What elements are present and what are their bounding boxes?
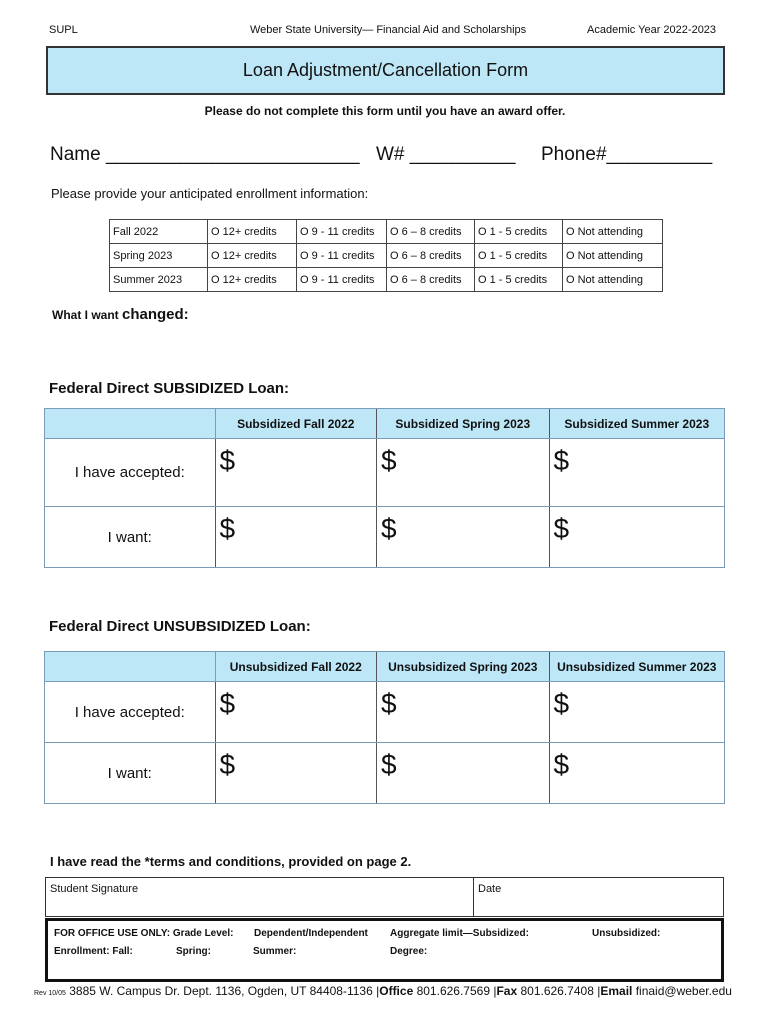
term-label: Spring 2023 bbox=[110, 244, 208, 268]
office-degree: Degree: bbox=[390, 946, 428, 957]
dollar-sign: $ bbox=[553, 513, 570, 544]
signature-box bbox=[45, 877, 724, 917]
office-grade-level: FOR OFFICE USE ONLY: Grade Level: bbox=[54, 928, 234, 939]
table-row bbox=[45, 439, 724, 507]
dollar-sign: $ bbox=[553, 688, 570, 719]
col-header: Subsidized Fall 2022 bbox=[216, 409, 378, 438]
option-not-attending[interactable]: O Not attending bbox=[563, 268, 663, 292]
option-not-attending[interactable]: O Not attending bbox=[563, 220, 663, 244]
term-label: Summer 2023 bbox=[110, 268, 208, 292]
footer-contact bbox=[34, 984, 732, 998]
unsub-accepted-fall-input[interactable] bbox=[216, 682, 378, 742]
office-label: Office bbox=[379, 984, 414, 998]
email-address[interactable]: finaid@weber.edu bbox=[632, 984, 732, 998]
office-aggregate: Aggregate limit—Subsidized: bbox=[390, 928, 529, 939]
date-label: Date bbox=[478, 883, 502, 895]
dollar-sign: $ bbox=[381, 445, 397, 476]
col-header: Unsubsidized Summer 2023 bbox=[557, 659, 717, 674]
row-label-accepted: I have accepted: bbox=[45, 682, 216, 742]
office-dependency: Dependent/Independent bbox=[254, 928, 368, 939]
footer-address: 3885 W. Campus Dr. Dept. 1136, Ogden, UT 84408-1136 | bbox=[65, 984, 380, 998]
office-spring: Spring: bbox=[176, 946, 211, 957]
dollar-sign: $ bbox=[381, 688, 397, 719]
dollar-sign: $ bbox=[219, 445, 236, 476]
award-notice: Please do not complete this form until you have an award offer. bbox=[204, 104, 566, 118]
unsubsidized-table bbox=[44, 651, 725, 804]
dollar-sign: $ bbox=[381, 749, 397, 780]
form-title: Loan Adjustment/Cancellation Form bbox=[46, 46, 725, 95]
col-header: Subsidized Summer 2023 bbox=[564, 416, 710, 431]
table-row bbox=[110, 244, 663, 268]
w-number-field[interactable]: W# __________ bbox=[376, 144, 516, 165]
changed-emphasis: changed: bbox=[122, 306, 189, 323]
header-academic-year: Academic Year 2022-2023 bbox=[587, 24, 717, 36]
table-row bbox=[110, 268, 663, 292]
terms-statement: I have read the *terms and conditions, provided on page 2. bbox=[50, 854, 412, 869]
row-label-want: I want: bbox=[45, 743, 216, 803]
col-header: Unsubsidized Spring 2023 bbox=[377, 652, 550, 681]
header-university: Weber State University— Financial Aid and Scholarships bbox=[250, 24, 527, 36]
sub-want-fall-input[interactable] bbox=[216, 507, 378, 567]
subsidized-table bbox=[44, 408, 725, 568]
student-signature-label: Student Signature bbox=[50, 883, 139, 895]
option-9-11[interactable]: O 9 - 11 credits bbox=[297, 244, 387, 268]
unsub-want-spring-input[interactable] bbox=[377, 743, 550, 803]
enrollment-label: Please provide your anticipated enrollment information: bbox=[51, 186, 369, 201]
table-row bbox=[45, 652, 724, 682]
office-use-box bbox=[45, 918, 724, 982]
changed-heading bbox=[52, 306, 189, 323]
dollar-sign: $ bbox=[219, 513, 236, 544]
phone-field[interactable]: Phone#__________ bbox=[541, 144, 713, 165]
header-blank bbox=[45, 409, 216, 438]
office-phone: 801.626.7569 | bbox=[413, 984, 497, 998]
table-row bbox=[45, 743, 724, 803]
office-summer: Summer: bbox=[253, 946, 297, 957]
name-field[interactable]: Name ________________________ bbox=[50, 144, 360, 165]
term-label: Fall 2022 bbox=[110, 220, 208, 244]
option-6-8[interactable]: O 6 – 8 credits bbox=[387, 220, 475, 244]
unsub-want-summer-input[interactable] bbox=[550, 743, 724, 803]
option-6-8[interactable]: O 6 – 8 credits bbox=[387, 244, 475, 268]
unsub-accepted-spring-input[interactable] bbox=[377, 682, 550, 742]
table-row bbox=[45, 409, 724, 439]
changed-prefix: What I want bbox=[52, 308, 122, 322]
option-6-8[interactable]: O 6 – 8 credits bbox=[387, 268, 475, 292]
revision-label: Rev 10/05 bbox=[34, 990, 66, 997]
sub-accepted-spring-input[interactable] bbox=[377, 439, 550, 506]
option-1-5[interactable]: O 1 - 5 credits bbox=[475, 244, 563, 268]
office-enrollment-fall: Enrollment: Fall: bbox=[54, 946, 133, 957]
option-12-plus[interactable]: O 12+ credits bbox=[208, 220, 297, 244]
option-9-11[interactable]: O 9 - 11 credits bbox=[297, 268, 387, 292]
row-label-accepted: I have accepted: bbox=[45, 439, 216, 506]
header-code: SUPL bbox=[49, 24, 78, 36]
option-1-5[interactable]: O 1 - 5 credits bbox=[475, 268, 563, 292]
col-header: Unsubsidized Fall 2022 bbox=[216, 652, 378, 681]
office-unsubsidized: Unsubsidized: bbox=[592, 928, 661, 939]
option-12-plus[interactable]: O 12+ credits bbox=[208, 244, 297, 268]
row-label-want: I want: bbox=[45, 507, 216, 567]
sub-want-spring-input[interactable] bbox=[377, 507, 550, 567]
enrollment-table bbox=[109, 219, 663, 292]
dollar-sign: $ bbox=[553, 749, 570, 780]
option-9-11[interactable]: O 9 - 11 credits bbox=[297, 220, 387, 244]
table-row bbox=[110, 220, 663, 244]
col-header: Subsidized Spring 2023 bbox=[377, 409, 550, 438]
option-1-5[interactable]: O 1 - 5 credits bbox=[475, 220, 563, 244]
sub-want-summer-input[interactable] bbox=[550, 507, 724, 567]
date-field[interactable] bbox=[474, 878, 723, 916]
dollar-sign: $ bbox=[219, 688, 236, 719]
unsubsidized-title: Federal Direct UNSUBSIDIZED Loan: bbox=[49, 618, 311, 635]
table-row bbox=[45, 682, 724, 743]
sub-accepted-fall-input[interactable] bbox=[216, 439, 378, 506]
dollar-sign: $ bbox=[219, 749, 236, 780]
dollar-sign: $ bbox=[381, 513, 397, 544]
sub-accepted-summer-input[interactable] bbox=[550, 439, 724, 506]
email-label: Email bbox=[600, 984, 633, 998]
dollar-sign: $ bbox=[553, 445, 570, 476]
fax-label: Fax bbox=[496, 984, 518, 998]
subsidized-title: Federal Direct SUBSIDIZED Loan: bbox=[49, 380, 290, 397]
option-12-plus[interactable]: O 12+ credits bbox=[208, 268, 297, 292]
fax-number: 801.626.7408 | bbox=[517, 984, 601, 998]
table-row bbox=[45, 507, 724, 567]
header-blank bbox=[45, 652, 216, 681]
student-signature-field[interactable] bbox=[46, 878, 474, 916]
option-not-attending[interactable]: O Not attending bbox=[563, 244, 663, 268]
unsub-accepted-summer-input[interactable] bbox=[550, 682, 724, 742]
unsub-want-fall-input[interactable] bbox=[216, 743, 378, 803]
